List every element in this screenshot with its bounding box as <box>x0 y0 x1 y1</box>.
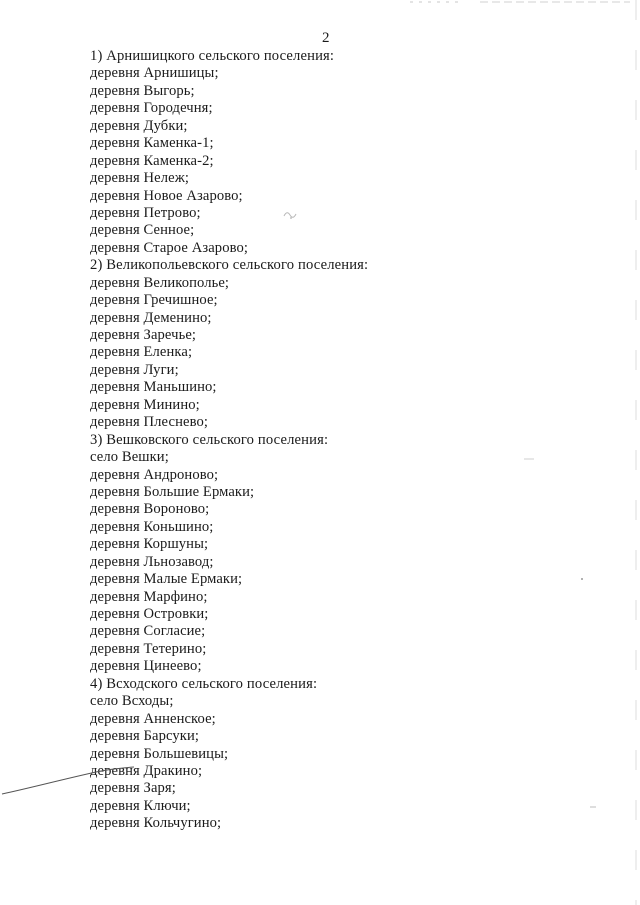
section-heading: 2) Великопольевского сельского поселения: <box>90 257 369 274</box>
section-heading: 3) Вешковского сельского поселения: <box>90 431 329 448</box>
settlement-item: деревня Каменка-2; <box>90 152 214 169</box>
settlement-item: деревня Андроново; <box>90 466 219 483</box>
settlement-item: деревня Коньшино; <box>90 518 214 535</box>
settlement-item: деревня Дубки; <box>90 117 188 134</box>
settlement-item: деревня Вороново; <box>90 501 210 518</box>
scan-artifact-top-right <box>400 0 640 6</box>
settlement-item: деревня Дракино; <box>90 762 203 779</box>
settlement-item: деревня Арнишицы; <box>90 65 219 82</box>
settlement-item: деревня Выгорь; <box>90 82 195 99</box>
settlement-item: деревня Каменка-1; <box>90 135 214 152</box>
settlement-item: деревня Большие Ермаки; <box>90 483 255 500</box>
settlement-item: деревня Коршуны; <box>90 536 209 553</box>
settlement-item: деревня Сенное; <box>90 222 195 239</box>
settlement-item: деревня Льнозавод; <box>90 553 214 570</box>
settlement-item: деревня Заря; <box>90 780 176 797</box>
settlement-item: село Всходы; <box>90 693 174 710</box>
page-number: 2 <box>322 30 330 46</box>
settlement-item: деревня Петрово; <box>90 204 201 221</box>
settlement-item: деревня Луги; <box>90 361 179 378</box>
section-heading: 1) Арнишицкого сельского поселения: <box>90 48 335 64</box>
settlement-item: деревня Тетерино; <box>90 640 207 657</box>
settlement-item: деревня Анненское; <box>90 710 216 727</box>
section-heading: 4) Всходского сельского поселения: <box>90 675 318 692</box>
settlement-item: деревня Гречишное; <box>90 292 218 309</box>
settlement-item: деревня Минино; <box>90 396 200 413</box>
settlement-item: деревня Островки; <box>90 606 209 622</box>
settlement-item: деревня Старое Азарово; <box>90 239 249 256</box>
settlement-item: деревня Марфино; <box>90 588 208 605</box>
settlement-item: село Вешки; <box>90 449 169 466</box>
settlement-item: деревня Согласие; <box>90 623 206 640</box>
settlement-item: деревня Ключи; <box>90 797 191 814</box>
settlement-item: деревня Кольчугино; <box>90 815 222 832</box>
settlement-item: деревня Заречье; <box>90 327 197 343</box>
settlement-item: деревня Малые Ермаки; <box>90 571 243 588</box>
settlement-item: деревня Нележ; <box>90 170 190 187</box>
settlement-item: деревня Еленка; <box>90 344 193 361</box>
settlement-item: деревня Великополье; <box>90 274 230 291</box>
settlement-list <box>90 48 570 833</box>
settlement-item: деревня Деменино; <box>90 309 212 326</box>
settlement-item: деревня Плеснево; <box>90 414 209 431</box>
settlement-item: деревня Барсуки; <box>90 728 200 745</box>
settlement-item: деревня Городечня; <box>90 100 213 117</box>
settlement-item: деревня Цинеево; <box>90 658 202 675</box>
settlement-item: деревня Маньшино; <box>90 379 217 396</box>
settlement-item: деревня Новое Азарово; <box>90 187 243 204</box>
scan-artifact-right-edge <box>632 0 640 905</box>
settlement-item: деревня Большевицы; <box>90 745 229 762</box>
